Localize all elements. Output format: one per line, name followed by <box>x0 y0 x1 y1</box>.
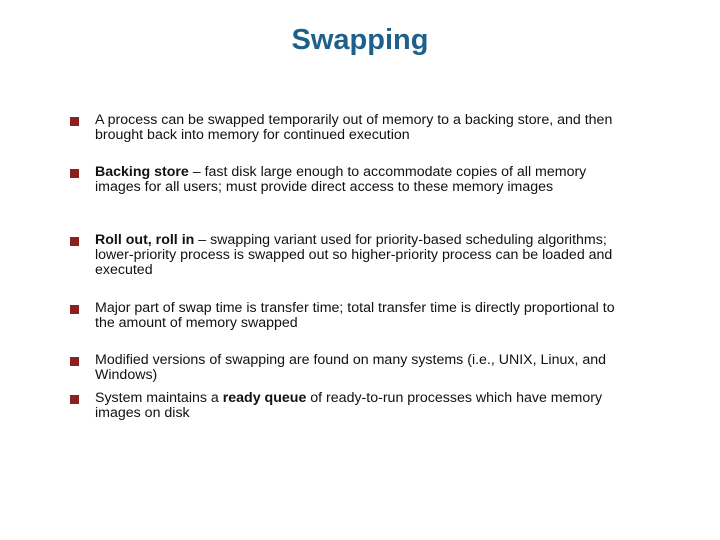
bullet-text-body: Modified versions of swapping are found on many systems (i.e., UNIX, Linux, and Windows) <box>95 352 606 383</box>
bullet-text <box>95 301 635 331</box>
square-bullet-icon <box>70 357 79 366</box>
square-bullet-icon <box>70 395 79 404</box>
bullet-text-body: A process can be swapped temporarily out of memory to a backing store, and then brought back into memory for continued execution <box>95 112 613 143</box>
bullet-text <box>95 353 635 383</box>
bullet-text <box>95 165 635 195</box>
bullet-text <box>95 113 635 143</box>
bullet-text-body: Major part of swap time is transfer time; total transfer time is directly proportional to the amount of memory swapped <box>95 300 615 331</box>
square-bullet-icon <box>70 169 79 178</box>
bullet-term: Backing store <box>95 164 189 180</box>
bullet-text-body: – swapping variant used for priority-based scheduling algorithms; lower-priority process is swapped out so higher-priority process can be loaded and executed <box>95 232 613 278</box>
bullet-text-pre: System maintains a <box>95 390 223 406</box>
slide-title: Swapping <box>291 24 429 56</box>
bullet-text <box>95 233 635 278</box>
bullet-text <box>95 391 635 421</box>
square-bullet-icon <box>70 117 79 126</box>
bullet-text-body: – fast disk large enough to accommodate copies of all memory images for all users; must provide direct access to these memory images <box>95 164 587 195</box>
bullet-term: Roll out, roll in <box>95 232 195 248</box>
bullet-text-body: of ready-to-run processes which have memory images on disk <box>95 390 603 421</box>
square-bullet-icon <box>70 305 79 314</box>
square-bullet-icon <box>70 237 79 246</box>
bullet-term: ready queue <box>222 390 307 406</box>
